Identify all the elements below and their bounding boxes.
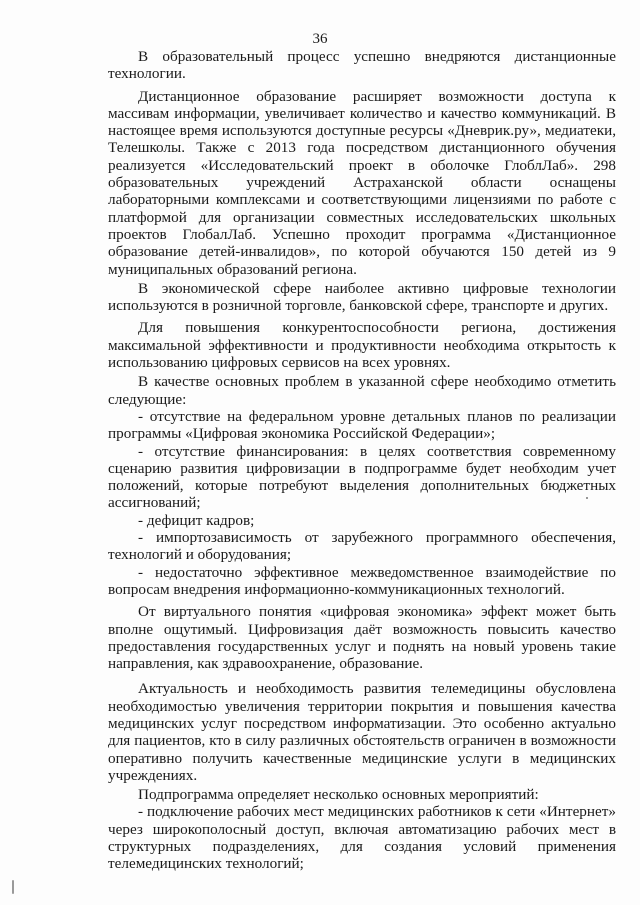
scan-speck [586, 497, 588, 499]
problem-item: - отсутствие финансирования: в целях соответствия современному сценарию развития цифровизации в подпрограмме будет необходим учет положений, которые потребуют выделения дополнительных бюджетных ассигнований; [108, 442, 616, 512]
paragraph-telemedicine: Актуальность и необходимость развития телемедицины обусловлена необходимостью увеличения территории покрытия и повышения качества медицинских услуг посредством информатизации. Это особенно актуально для пациентов, кто в силу различных обстоятельств ограничен в возможности оперативно получить качественные медицинские услуги в медицинских учреждениях. [108, 680, 616, 784]
paragraph-digital-economy: От виртуального понятия «цифровая экономика» эффект может быть вполне ощутимый. Цифровизация даёт возможность повысить качество предоставления государственных услуг и поднять на новый уровень такие направления, как здравоохранение, образование. [108, 603, 616, 673]
paragraph-distance-tech: В образовательный процесс успешно внедряются дистанционные технологии. [108, 48, 616, 83]
problem-item: - отсутствие на федеральном уровне детальных планов по реализации программы «Цифровая экономика Российской Федерации»; [108, 407, 616, 443]
measure-item: - подключение рабочих мест медицинских работников к сети «Интернет» через широкополосный доступ, включая автоматизацию рабочих мест в структурных подразделениях, для создания условий применения телемедицинских технологий; [108, 803, 616, 873]
problem-item: - импортозависимость от зарубежного программного обеспечения, технологий и оборудования; [108, 529, 616, 564]
paragraph-subprogram: Подпрограмма определяет несколько основных мероприятий: [138, 786, 539, 804]
paragraph-competitiveness: Для повышения конкурентоспособности региона, достижения максимальной эффективности и продуктивности необходима открытость к использованию цифровых сервисов на всех уровнях. [108, 319, 616, 372]
body-text [108, 48, 616, 873]
paragraph-main-problems: В качестве основных проблем в указанной сфере необходимо отметить следующие: [108, 373, 616, 408]
page-number: 36 [312, 31, 328, 47]
paragraph-distance-education: Дистанционное образование расширяет возможности доступа к массивам информации, увеличивает количество и качество коммуникаций. В настоящее время используются доступные ресурсы «Дневрик.ру», медиатеки, Телешколы. Также с 2013 года посредством дистанционного обучения реализуется «Исследовательский проект в оболочке ГлоблЛаб». 298 образовательных учреждений Астраханской области оснащены лабораторными комплексами и соответствующими лицензиями по работе с платформой для организации совместных исследовательских школьных проектов ГлобалЛаб. Успешно проходит программа «Дистанционное образование детей-инвалидов», по которой обучаются 150 детей из 9 муниципальных образований региона. [108, 87, 616, 278]
paragraph-economic-sphere: В экономической сфере наиболее активно цифровые технологии используются в розничной торговле, банковской сфере, транспорте и других. [108, 279, 616, 315]
problem-item: - дефицит кадров; [138, 511, 255, 529]
problem-item: - недостаточно эффективное межведомственное взаимодействие по вопросам внедрения информационно-коммуникационных технологий. [108, 563, 616, 598]
scan-speck [12, 880, 14, 894]
